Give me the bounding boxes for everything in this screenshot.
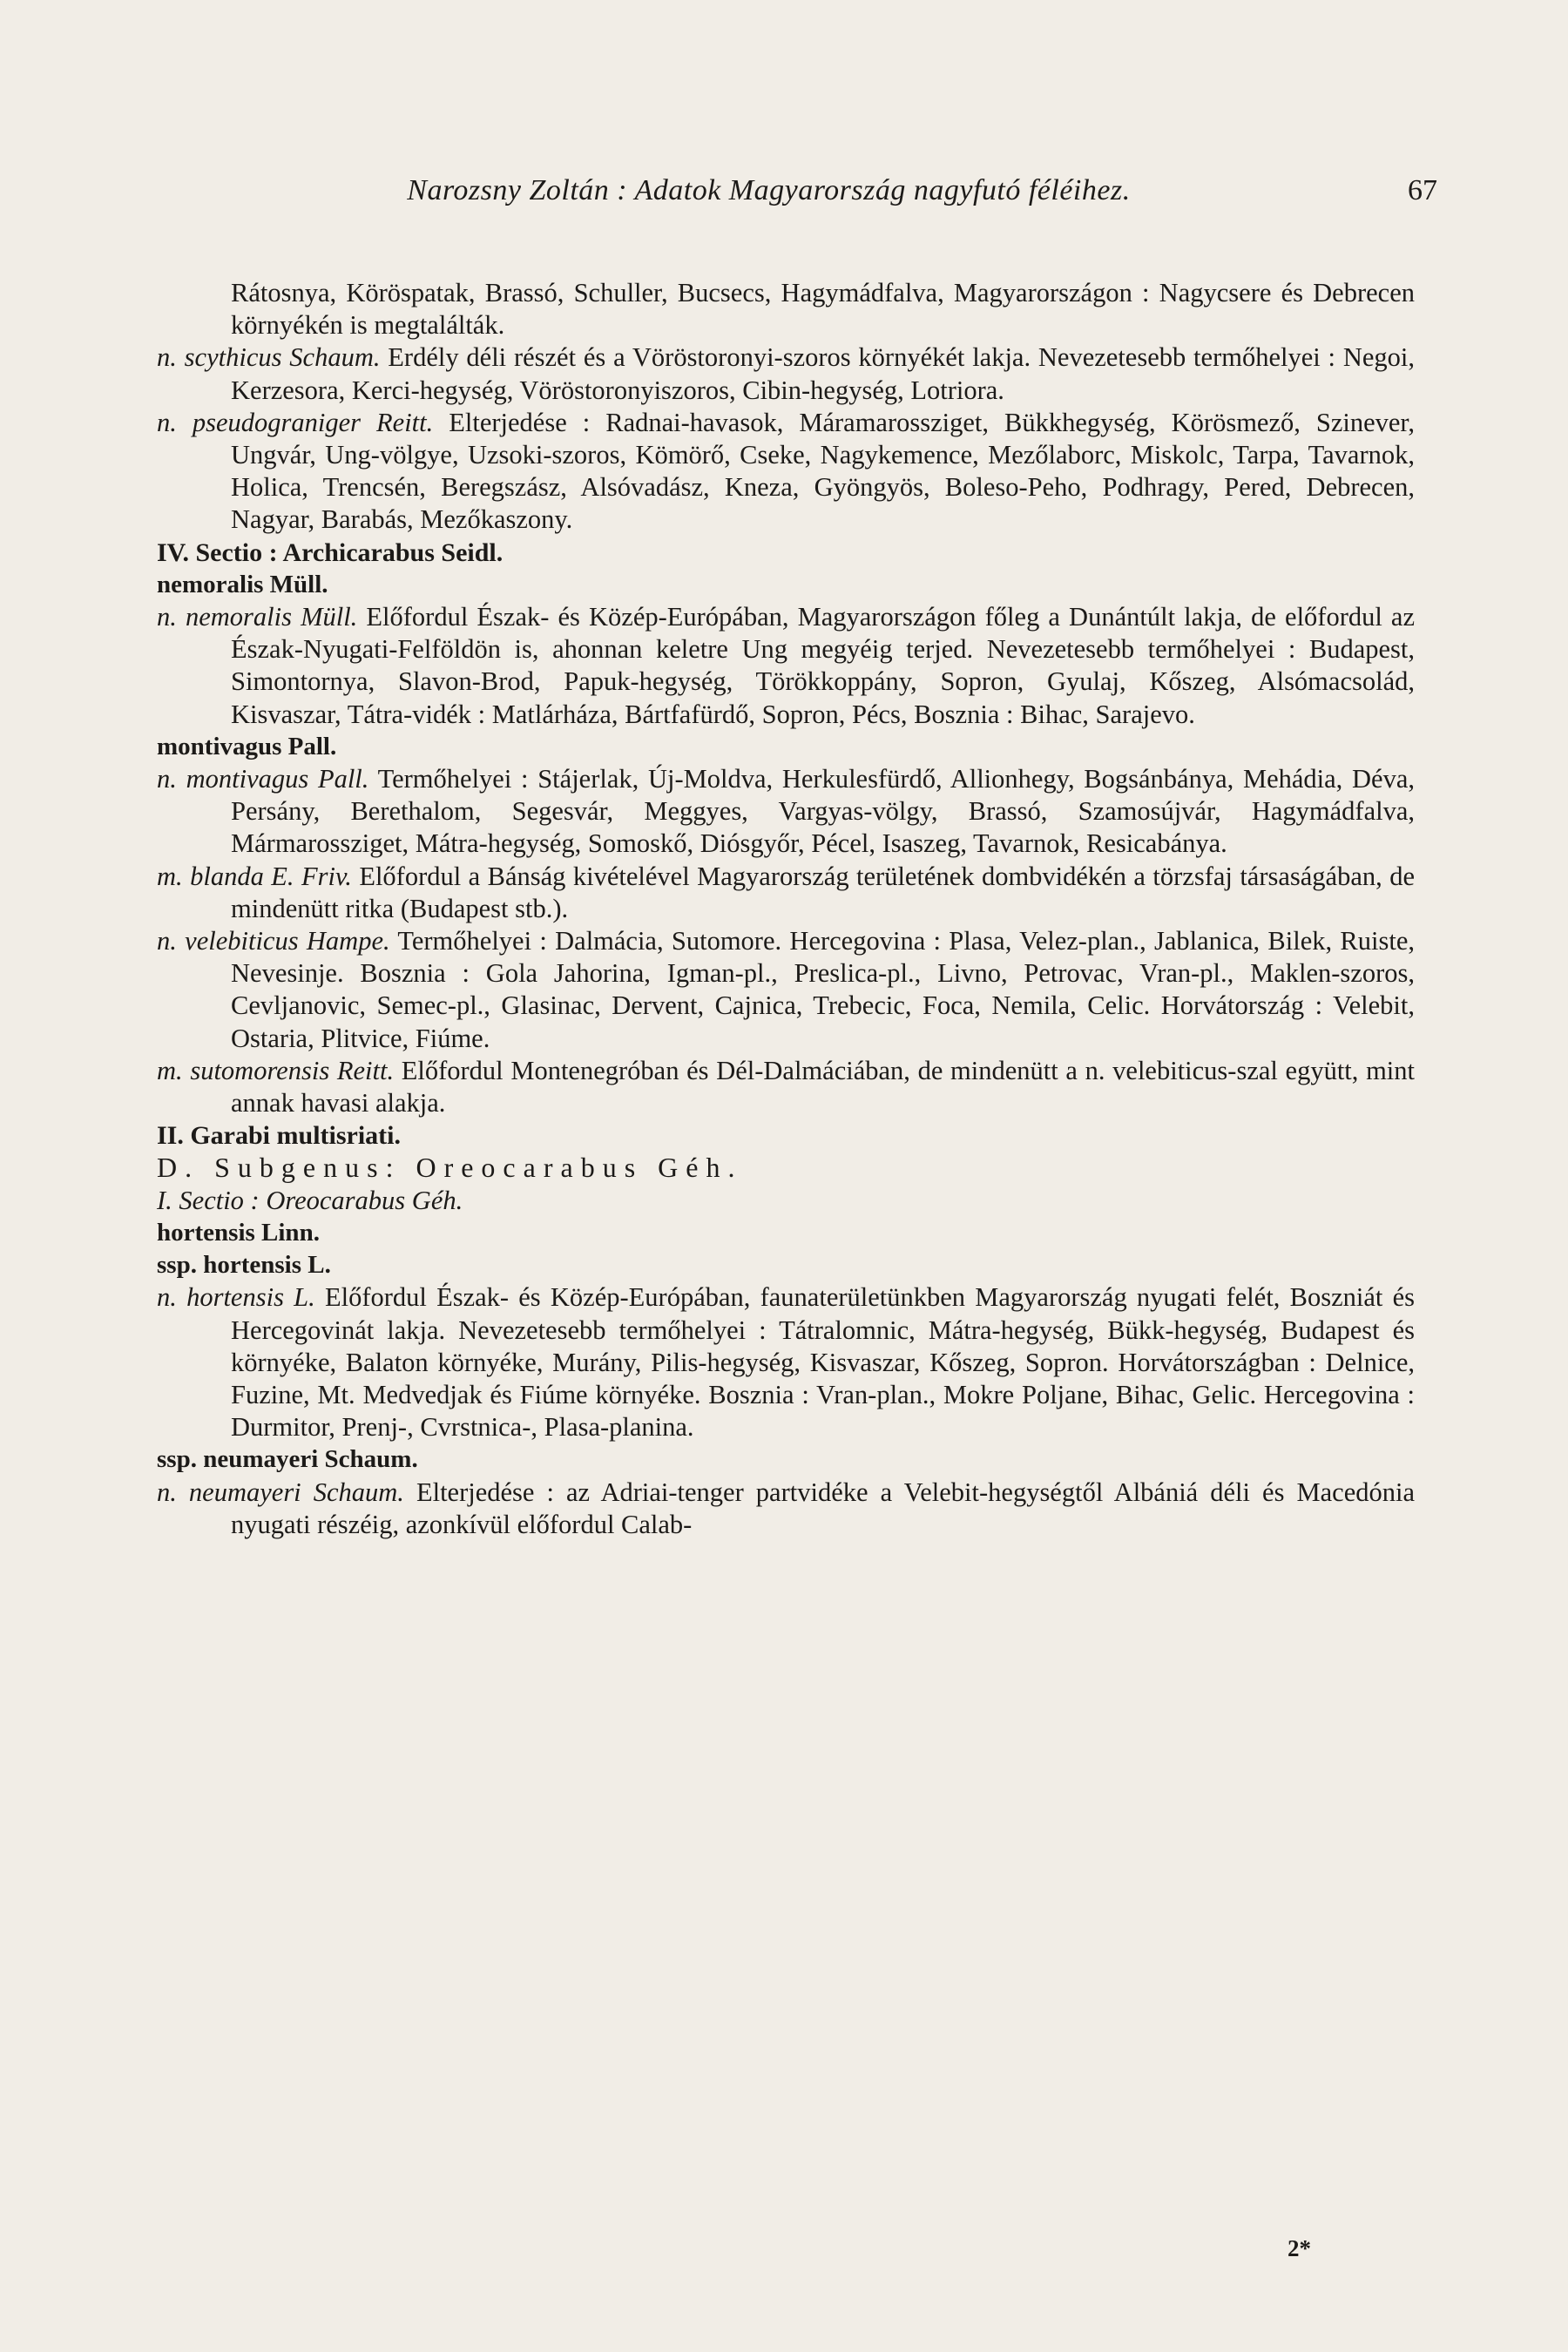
taxon-text: Előfordul Észak- és Közép-Európában, faunaterületünkben Magyarország nyugati felét, Boszniát és Hercegovinát lakja. Nevezetesebb termőhelyei : Tátralomnic, Mátra-hegység, Bükk-hegység, Budapest és környéke, Balaton környéke, Murány, Pilis-hegység, Kisvaszar, Kőszeg, Sopron. Horvátországban : Delnice, Fuzine, Mt. Medvedjak és Fiúme környéke. Bosznia : Vran-plan., Mokre Poljane, Bihac, Gelic. Hercegovina : Durmitor, Prenj-, Cvrstnica-, Plasa-planina. xyxy=(231,1282,1415,1443)
taxon-entry-blanda xyxy=(157,861,1415,925)
species-heading-hortensis: hortensis Linn. xyxy=(157,1218,320,1247)
taxon-text: Termőhelyei : Dalmácia, Sutomore. Hercegovina : Plasa, Velez-plan., Jablanica, Bilek, Ruiste, Nevesinje. Bosznia : Gola Jahorina, Igman-pl., Preslica-pl., Livno, Petrovac, Vran-pl., Maklen-szoros, Cevljanovic, Semec-pl., Glasinac, Dervent, Cajnica, Trebecic, Foca, Nemila, Celic. Horvátország : Velebit, Ostaria, Plitvice, Fiúme. xyxy=(231,926,1415,1053)
taxon-entry-nemoralis xyxy=(157,601,1415,731)
taxon-entry-velebiticus xyxy=(157,925,1415,1055)
taxon-text: Előfordul Észak- és Közép-Európában, Magyarországon főleg a Dunántúlt lakja, de előfordul az Észak-Nyugati-Felföldön is, ahonnan keletre Ung megyéig terjed. Nevezetesebb termőhelyei : Budapest, Simontornya, Slavon-Brod, Papuk-hegység, Törökkoppány, Sopron, Gyulaj, Kőszeg, Alsómacsolád, Kisvaszar, Tátra-vidék : Matlárháza, Bártfafürdő, Sopron, Pécs, Bosznia : Bihac, Sarajevo. xyxy=(231,602,1416,729)
subgenus-heading-oreocarabus: D. Subgenus: Oreocarabus Géh. xyxy=(157,1152,743,1184)
page-number: 67 xyxy=(1408,174,1437,206)
species-heading-nemoralis: nemoralis Müll. xyxy=(157,570,328,598)
taxon-name: m. sutomorensis Reitt. xyxy=(157,1055,395,1085)
taxon-name: n. montivagus Pall. xyxy=(157,764,369,794)
taxon-name: n. pseudograniger Reitt. xyxy=(157,407,434,437)
subspecies-heading-neumayeri: ssp. neumayeri Schaum. xyxy=(157,1445,418,1474)
group-heading-multisriati: II. Garabi multisriati. xyxy=(157,1121,402,1151)
paragraph-continuation: Rátosnya, Köröspatak, Brassó, Schuller, Bucsecs, Hagymádfalva, Magyarországon : Nagycsere és Debrecen környékén is megtalálták. xyxy=(231,278,1415,341)
section-heading-archicarabus: IV. Sectio : Archicarabus Seidl. xyxy=(157,537,504,567)
taxon-text: Elterjedése : az Adriai-tenger partvidéke a Velebit-hegységtől Albániá déli és Macedónia nyugati részéig, azonkívül előfordul Calab- xyxy=(231,1477,1416,1539)
taxon-entry-sutomorensis xyxy=(157,1055,1415,1119)
taxon-name: n. nemoralis Müll. xyxy=(157,602,358,632)
taxon-name: n. scythicus Schaum. xyxy=(157,342,381,373)
taxon-text: Termőhelyei : Stájerlak, Új-Moldva, Herkulesfürdő, Allionhegy, Bogsánbánya, Mehádia, Déva, Persány, Berethalom, Segesvár, Meggyes, Vargyas-völgy, Brassó, Szamosújvár, Hagymádfalva, Mármarossziget, Mátra-hegység, Somoskő, Diósgyőr, Pécel, Isaszeg, Tavarnok, Resicabánya. xyxy=(231,764,1416,859)
taxon-entry-pseudograniger xyxy=(157,407,1415,537)
taxon-name: m. blanda E. Friv. xyxy=(157,861,352,891)
taxon-entry-neumayeri xyxy=(157,1477,1415,1541)
taxon-entry-hortensis xyxy=(157,1281,1415,1443)
page-body xyxy=(157,277,1415,1541)
taxon-name: n. hortensis L. xyxy=(157,1282,315,1313)
taxon-name: n. neumayeri Schaum. xyxy=(157,1477,404,1507)
signature-mark: 2* xyxy=(1288,2235,1311,2261)
taxon-text: Erdély déli részét és a Vöröstoronyi-szoros környékét lakja. Nevezetesebb termőhelyei : Negoi, Kerzesora, Kerci-hegység, Vöröstoronyiszoros, Cibin-hegység, Lotriora. xyxy=(231,342,1415,405)
section-heading-oreocarabus: I. Sectio : Oreocarabus Géh. xyxy=(157,1185,463,1215)
running-head: Narozsny Zoltán : Adatok Magyarország nagyfutó féléihez. xyxy=(407,174,1131,206)
taxon-name: n. velebiticus Hampe. xyxy=(157,926,390,956)
taxon-text: Előfordul a Bánság kivételével Magyarország területének dombvidékén a törzsfaj társaságában, de mindenütt ritka (Budapest stb.). xyxy=(231,861,1415,923)
taxon-text: Elterjedése : Radnai-havasok, Máramarossziget, Bükkhegység, Körösmező, Szinever, Ungvár, Ung-völgye, Uzsoki-szoros, Kömörő, Cseke, Nagykemence, Mezőlaborc, Miskolc, Tarpa, Tavarnok, Holica, Trencsén, Beregszász, Alsóvadász, Kneza, Gyöngyös, Boleso-Peho, Podhragy, Pered, Debrecen, Nagyar, Barabás, Mezőkaszony. xyxy=(231,407,1415,535)
taxon-text: Előfordul Montenegróban és Dél-Dalmáciában, de mindenütt a n. velebiticus-szal együtt, mint annak havasi alakja. xyxy=(231,1055,1416,1119)
species-heading-montivagus: montivagus Pall. xyxy=(157,732,337,760)
subspecies-heading-hortensis: ssp. hortensis L. xyxy=(157,1251,331,1280)
taxon-entry-montivagus xyxy=(157,763,1415,861)
page-header xyxy=(222,174,1437,226)
taxon-entry-scythicus xyxy=(157,341,1415,406)
